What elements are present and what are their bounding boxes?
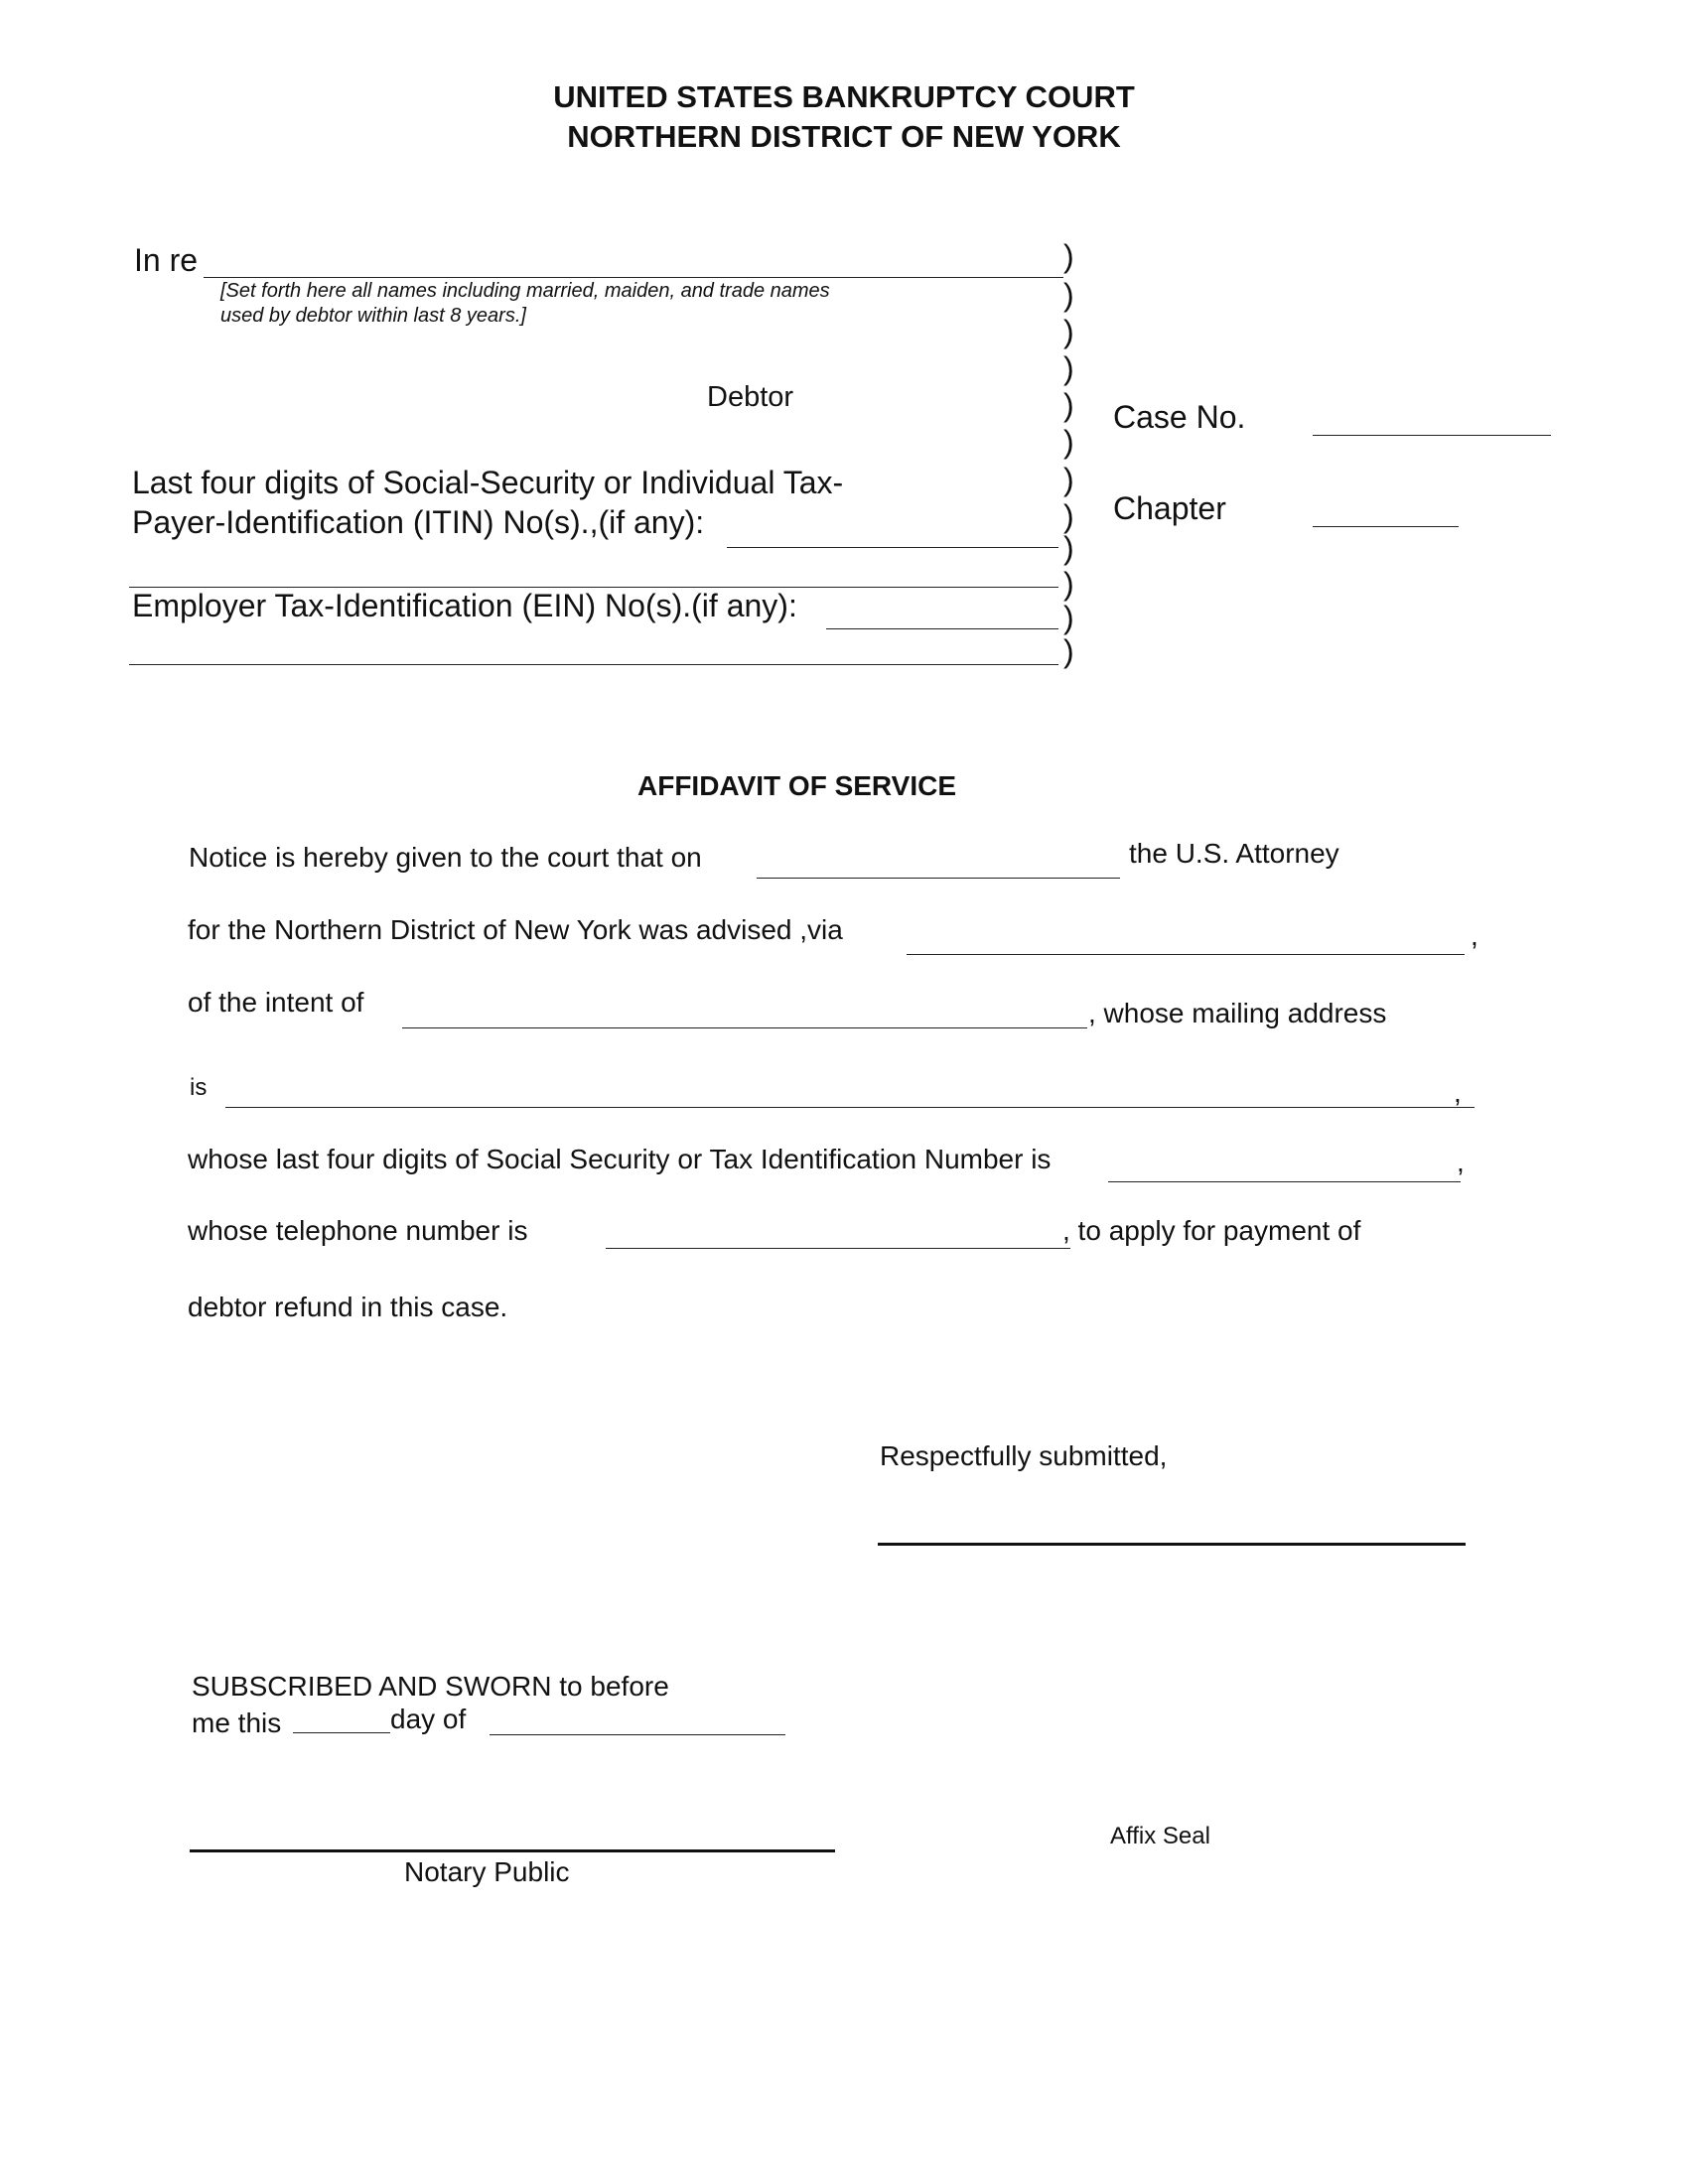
paren-1: ) <box>1063 238 1074 274</box>
names-note-line-2: used by debtor within last 8 years.] <box>220 305 526 327</box>
case-no-line[interactable] <box>1313 435 1551 436</box>
paren-11: ) <box>1063 600 1074 635</box>
me-this-text: me this <box>192 1707 282 1738</box>
itin-line[interactable] <box>727 547 1058 548</box>
ssn-label-line-2: Payer-Identification (ITIN) No(s).,(if any): <box>132 504 705 540</box>
notary-signature-line[interactable] <box>190 1849 835 1852</box>
affidavit-line-1-text: Notice is hereby given to the court that on <box>189 842 702 873</box>
affidavit-line-4-text: is <box>190 1074 208 1101</box>
apply-payment-text: , to apply for payment of <box>1062 1215 1361 1246</box>
paren-10: ) <box>1063 566 1074 602</box>
mailing-address-text: , whose mailing address <box>1088 998 1387 1028</box>
debtor-name-line[interactable] <box>204 277 1063 278</box>
court-name: UNITED STATES BANKRUPTCY COURT <box>553 79 1135 114</box>
paren-8: ) <box>1063 498 1074 534</box>
affidavit-line-5-text: whose last four digits of Social Security or Tax Identification Number is <box>188 1144 1052 1174</box>
in-re-label: In re <box>134 242 199 278</box>
us-attorney-text: the U.S. Attorney <box>1129 838 1339 869</box>
affidavit-line-7-text: debtor refund in this case. <box>188 1292 508 1322</box>
debtor-label: Debtor <box>707 381 794 413</box>
paren-2: ) <box>1063 277 1074 313</box>
ein-line[interactable] <box>826 628 1058 629</box>
paren-4: ) <box>1063 350 1074 386</box>
affidavit-line-3-text: of the intent of <box>188 987 364 1018</box>
sworn-text: SUBSCRIBED AND SWORN to before <box>192 1671 669 1702</box>
ssn-label-line-1: Last four digits of Social-Security or Individual Tax- <box>132 465 844 500</box>
paren-12: ) <box>1063 633 1074 669</box>
paren-7: ) <box>1063 462 1074 497</box>
comma-2: , <box>1454 1077 1462 1108</box>
comma-1: , <box>1471 920 1478 951</box>
paren-9: ) <box>1063 530 1074 566</box>
case-no-label: Case No. <box>1113 399 1246 435</box>
respectfully-submitted: Respectfully submitted, <box>880 1440 1168 1471</box>
chapter-label: Chapter <box>1113 490 1226 526</box>
service-date-line[interactable] <box>757 878 1120 879</box>
notary-public-label: Notary Public <box>404 1856 570 1887</box>
affidavit-line-2-text: for the Northern District of New York was advised ,via <box>188 914 843 945</box>
sworn-month-line[interactable] <box>490 1734 785 1735</box>
ein-extra-line[interactable] <box>129 664 1058 665</box>
paren-5: ) <box>1063 387 1074 423</box>
comma-3: , <box>1457 1147 1465 1177</box>
names-note-line-1: [Set forth here all names including married, maiden, and trade names <box>220 280 830 302</box>
affidavit-line-6-text: whose telephone number is <box>188 1215 528 1246</box>
signature-line[interactable] <box>878 1543 1466 1546</box>
affidavit-title: AFFIDAVIT OF SERVICE <box>637 770 956 801</box>
paren-3: ) <box>1063 314 1074 349</box>
district-name: NORTHERN DISTRICT OF NEW YORK <box>567 119 1121 154</box>
mailing-address-line[interactable] <box>225 1107 1475 1108</box>
tax-id-line[interactable] <box>1108 1181 1461 1182</box>
sworn-day-line[interactable] <box>293 1732 390 1733</box>
applicant-name-line[interactable] <box>402 1027 1087 1028</box>
ein-label: Employer Tax-Identification (EIN) No(s).(if any): <box>132 588 797 623</box>
day-of-text: day of <box>390 1704 467 1734</box>
paren-6: ) <box>1063 424 1074 460</box>
affix-seal-label: Affix Seal <box>1110 1823 1210 1849</box>
chapter-line[interactable] <box>1313 526 1459 527</box>
service-method-line[interactable] <box>907 954 1465 955</box>
telephone-line[interactable] <box>606 1248 1070 1249</box>
